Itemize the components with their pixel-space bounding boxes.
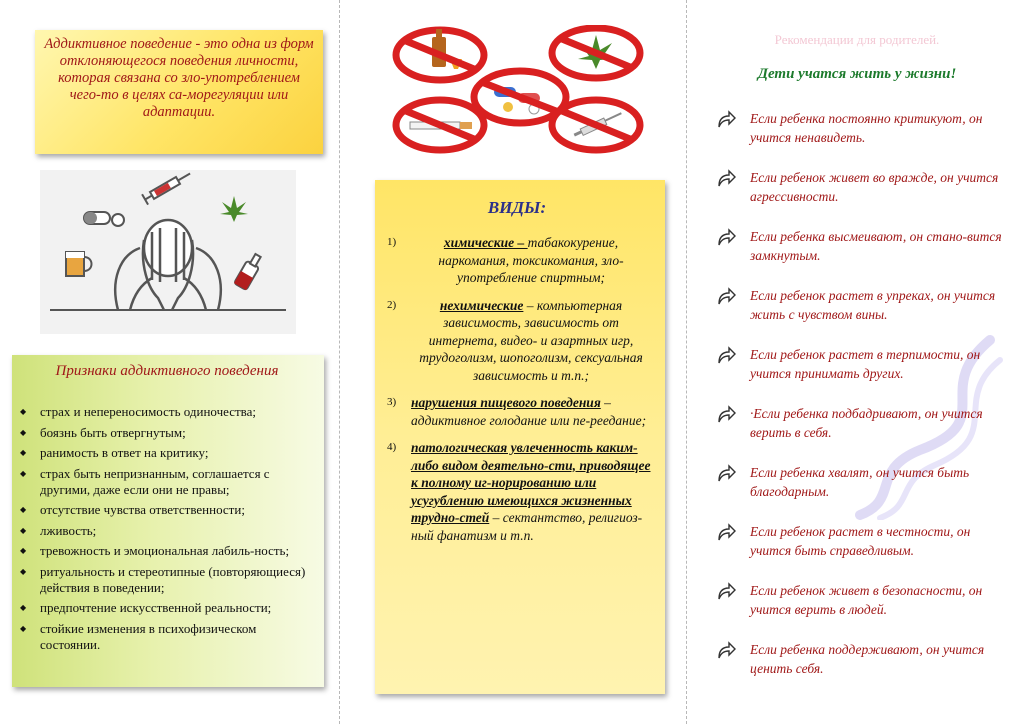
sign-item: ◆ страх и непереносимость одиночества; xyxy=(18,404,316,420)
type-term: химические – xyxy=(443,235,528,250)
prohibition-icons xyxy=(390,25,650,155)
recommendation-item xyxy=(716,405,1012,451)
recommendation-item xyxy=(716,169,1012,215)
recommendation-item xyxy=(716,287,1012,333)
type-term: патологическая увлеченность каким-либо видом деятельно-сти, приводящее к полному иг-норированию или усугублению имеющихся жизненных трудно-стей xyxy=(411,440,651,525)
share-arrow-icon xyxy=(716,404,736,424)
sign-item: ◆ ритуальность и стереотипные (повторяющиеся) действия в поведении; xyxy=(18,564,316,596)
sign-item: ◆ тревожность и эмоциональная лабиль-ность; xyxy=(18,543,316,559)
type-description: табакокурение, наркомания, токсикомания, зло-употребление спиртным; xyxy=(438,235,624,285)
recommendation-text: Если ребенок растет в упреках, он учится жить с чувством вины. xyxy=(750,288,996,322)
sign-item: ◆ предпочтение искусственной реальности; xyxy=(18,600,316,616)
column-divider-left xyxy=(339,0,340,724)
recommendation-text: Если ребенка поддерживают, он учится ценить себя. xyxy=(750,642,985,676)
no-smoking-icon xyxy=(396,100,484,150)
sign-item: ◆ боязнь быть отвергнутым; xyxy=(18,425,316,441)
sign-item: ◆ стойкие изменения в психофизическом состоянии. xyxy=(18,621,316,653)
addiction-illustration xyxy=(40,170,296,334)
recommendation-item xyxy=(716,346,1012,392)
share-arrow-icon xyxy=(716,345,736,365)
syringe-icon xyxy=(142,170,193,205)
sign-item: ◆ лживость; xyxy=(18,523,316,539)
recommendation-item xyxy=(716,228,1012,274)
type-term: нехимические xyxy=(439,297,524,313)
recommendation-text: Если ребенок живет во вражде, он учится агрессивности. xyxy=(750,170,999,204)
type-number: 2) xyxy=(387,298,397,311)
wine-bottle-icon xyxy=(234,252,264,290)
no-syringe-icon xyxy=(552,100,640,150)
recommendation-text: Если ребенка высмеивают, он стано-вится замкнутым. xyxy=(750,229,1002,263)
recommendation-text: ·Если ребенка подбадривают, он учится верить в себя. xyxy=(750,406,983,440)
share-arrow-icon xyxy=(716,640,736,660)
recommendation-item xyxy=(716,641,1012,687)
recommendation-text: Если ребенка постоянно критикуют, он учится ненавидеть. xyxy=(750,111,983,145)
type-item xyxy=(383,297,651,385)
recommendation-text: Если ребенок живет в безопасности, он учится верить в людей. xyxy=(750,583,983,617)
recommendation-text: Если ребенка хвалят, он учится быть благодарным. xyxy=(750,465,970,499)
pills-icon xyxy=(84,212,124,226)
recommendation-item xyxy=(716,464,1012,510)
recommendations-subtitle: Дети учатся жить у жизни! xyxy=(757,66,957,82)
type-number: 1) xyxy=(387,236,397,248)
recommendation-item xyxy=(716,110,1012,156)
type-number: 4) xyxy=(387,441,397,453)
sign-item: ◆ ранимость в ответ на критику; xyxy=(18,445,316,461)
share-arrow-icon xyxy=(716,286,736,306)
definition-text xyxy=(43,36,315,121)
types-title: ВИДЫ: xyxy=(487,198,547,217)
share-arrow-icon xyxy=(716,522,736,542)
share-arrow-icon xyxy=(716,168,736,188)
definition-rest: - это одна из форм отклоняющегося поведения личности, которая связана со зло-употреблением чего-то в целях са-морегуляции или адаптации. xyxy=(58,36,314,120)
addiction-types-box xyxy=(375,180,665,694)
sign-item: ◆ страх быть непризнанным, соглашается с другими, даже если они не правы; xyxy=(18,466,316,498)
recommendation-text: Если ребенок растет в терпимости, он учится принимать других. xyxy=(750,347,981,381)
share-arrow-icon xyxy=(716,109,736,129)
type-item xyxy=(383,234,651,287)
type-number: 3) xyxy=(387,396,397,408)
column-divider-right xyxy=(686,0,687,724)
recommendations-title: Рекомендации для родителей. xyxy=(774,32,940,47)
definition-term: Аддиктивное поведение xyxy=(44,36,192,52)
beer-mug-icon xyxy=(66,252,92,276)
share-arrow-icon xyxy=(716,227,736,247)
cannabis-leaf-icon xyxy=(220,196,248,222)
no-alcohol-icon xyxy=(396,29,484,80)
signs-title: Признаки аддиктивного поведения xyxy=(55,363,279,379)
share-arrow-icon xyxy=(716,581,736,601)
type-description: – сектантство, религиоз-ный фанатизм и т.п. xyxy=(411,510,643,543)
head-in-hands-person-icon xyxy=(115,220,221,310)
type-item xyxy=(383,439,651,544)
addiction-signs-box xyxy=(12,355,324,687)
no-cannabis-icon xyxy=(552,28,640,78)
recommendation-item xyxy=(716,582,1012,628)
sign-item: ◆ отсутствие чувства ответственности; xyxy=(18,502,316,518)
type-term: нарушения пищевого поведения xyxy=(411,395,601,410)
recommendation-item xyxy=(716,523,1012,569)
type-description: – аддиктивное голодание или пе-реедание; xyxy=(411,395,647,428)
recommendation-text: Если ребенок растет в честности, он учится быть справедливым. xyxy=(750,524,971,558)
share-arrow-icon xyxy=(716,463,736,483)
type-description: – компьютерная зависимость, зависимость от интернета, видео- и азартных игр, трудоголизм, шопоголизм, сексуальная зависимость и т.п.; xyxy=(419,297,643,383)
type-item xyxy=(383,394,651,429)
signs-list xyxy=(18,404,316,653)
definition-box xyxy=(35,30,323,154)
